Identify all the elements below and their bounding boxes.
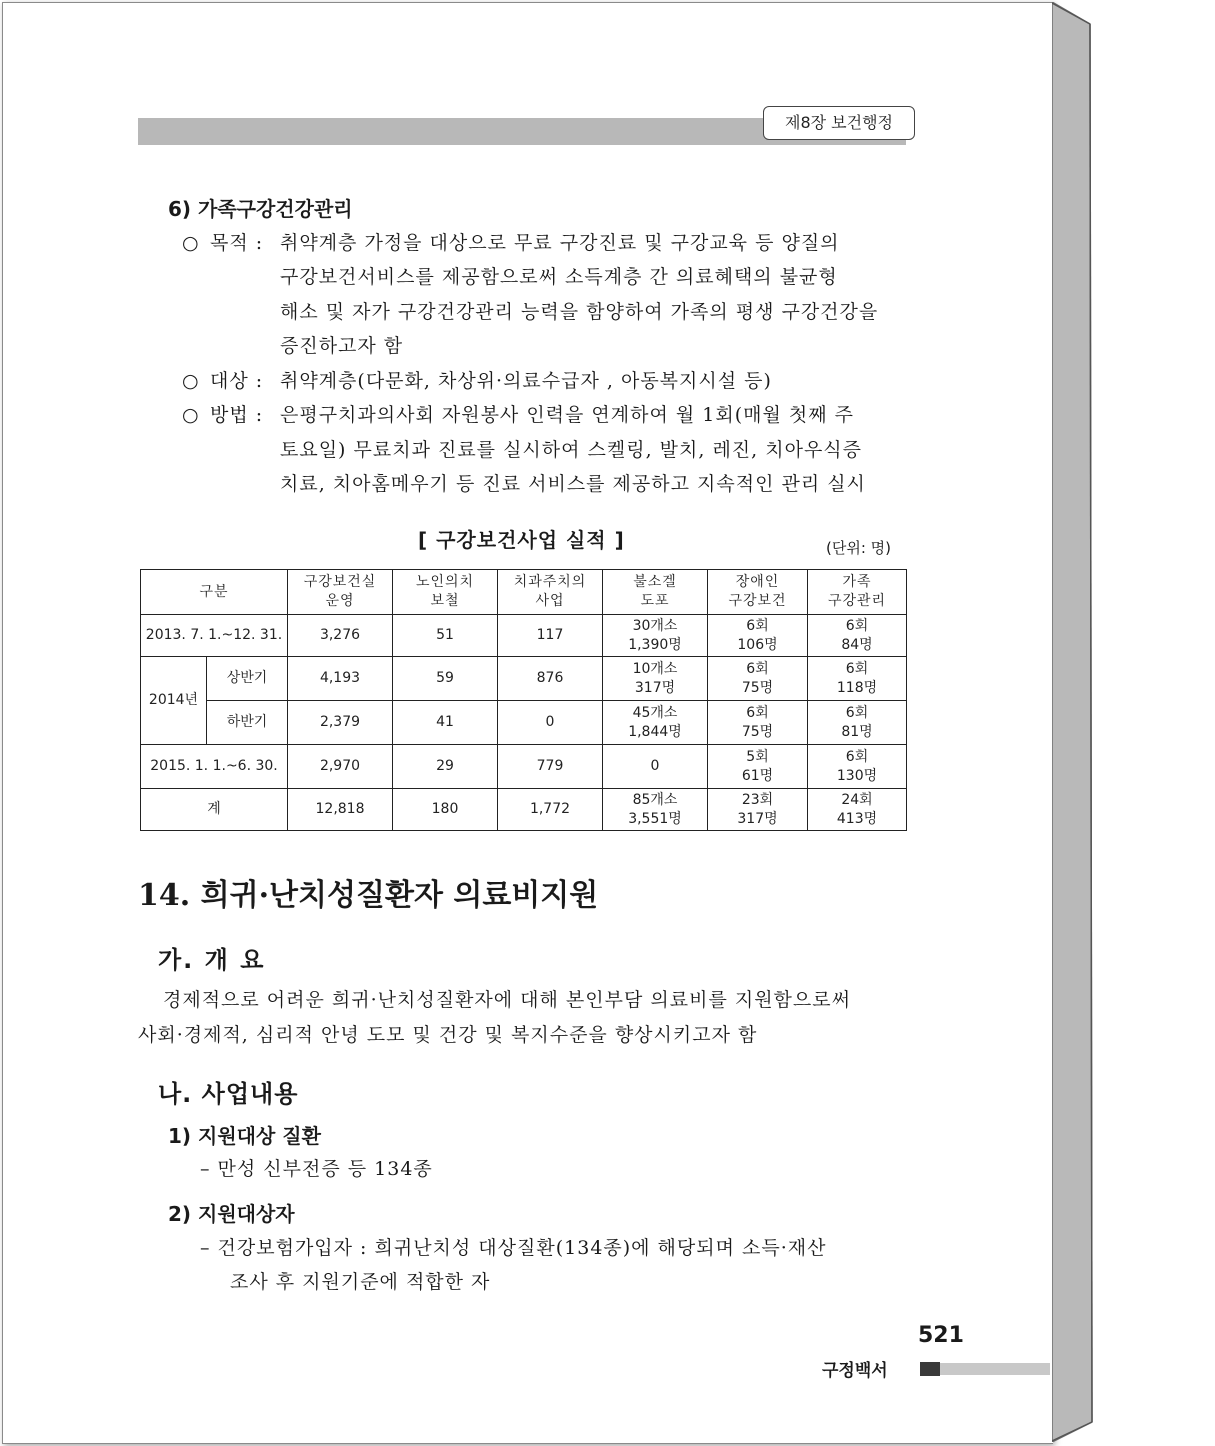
table-total-row (141, 789, 907, 831)
table-cell: 5회 61명 (708, 745, 808, 789)
table-row (141, 701, 907, 745)
row-label: 계 (141, 789, 288, 831)
table-cell: 6회 75명 (708, 657, 808, 701)
table-row (141, 615, 907, 657)
overview-text-2: 사회·경제적, 심리적 안녕 도모 및 건강 및 복지수준을 향상시키고자 함 (138, 1024, 758, 1046)
header-fluoride: 불소겔 도포 (603, 570, 708, 615)
bullet-icon: ○ (182, 404, 200, 426)
target-line (182, 366, 772, 393)
table-cell: 23회 317명 (708, 789, 808, 831)
purpose-text-3: 해소 및 자가 구강건강관리 능력을 함양하여 가족의 평생 구강건강을 (280, 301, 879, 323)
purpose-line-1 (182, 228, 840, 255)
method-text-2: 토요일) 무료치과 진료를 실시하여 스켈링, 발치, 레진, 치아우식증 (280, 439, 863, 461)
table-cell: 876 (498, 657, 603, 701)
bullet-icon: ○ (182, 232, 200, 254)
table-cell: 180 (393, 789, 498, 831)
item-2-text-1: – 건강보험가입자 : 희귀난치성 대상질환(134종)에 해당되며 소득·재산 (200, 1237, 827, 1259)
table-cell: 6회 75명 (708, 701, 808, 745)
table-header-row (141, 570, 907, 615)
book-title: 구정백서 (822, 1361, 888, 1381)
footer-marker (920, 1362, 940, 1376)
table-cell: 2,379 (288, 701, 393, 745)
table-cell: 1,772 (498, 789, 603, 831)
method-line-1 (182, 400, 854, 427)
table-cell: 0 (498, 701, 603, 745)
item-2-heading: 2) 지원대상자 (168, 1202, 295, 1226)
table-cell: 85개소 3,551명 (603, 789, 708, 831)
table-cell: 6회 118명 (808, 657, 907, 701)
table-cell: 24회 413명 (808, 789, 907, 831)
section-14-title: 14. 희귀·난치성질환자 의료비지원 (138, 878, 599, 913)
table-cell: 117 (498, 615, 603, 657)
table-cell: 4,193 (288, 657, 393, 701)
target-text: 취약계층(다문화, 차상위·의료수급자 , 아동복지시설 등) (280, 370, 772, 392)
overview-heading: 가. 개 요 (158, 946, 266, 974)
header-family: 가족 구강관리 (808, 570, 907, 615)
table-cell: 2,970 (288, 745, 393, 789)
header-category: 구분 (141, 570, 288, 615)
item-1-heading: 1) 지원대상 질환 (168, 1124, 321, 1148)
table-cell: 0 (603, 745, 708, 789)
page-number: 521 (918, 1323, 964, 1348)
bullet-icon: ○ (182, 370, 200, 392)
page-edge-decoration (1052, 2, 1096, 1442)
table-cell: 45개소 1,844명 (603, 701, 708, 745)
table-cell: 41 (393, 701, 498, 745)
method-label: 방법 : (210, 404, 264, 426)
table-cell: 10개소 317명 (603, 657, 708, 701)
chapter-label: 제8장 보건행정 (763, 106, 915, 140)
item-2-text-2: 조사 후 지원기준에 적합한 자 (230, 1271, 491, 1293)
table-cell: 29 (393, 745, 498, 789)
purpose-text-1: 취약계층 가정을 대상으로 무료 구강진료 및 구강교육 등 양질의 (280, 232, 840, 254)
table-cell: 6회 106명 (708, 615, 808, 657)
header-dentist: 치과주치의 사업 (498, 570, 603, 615)
row-label: 2013. 7. 1.~12. 31. (141, 615, 288, 657)
table-cell: 59 (393, 657, 498, 701)
table-row (141, 745, 907, 789)
purpose-text-4: 증진하고자 함 (280, 335, 404, 357)
row-group-label: 2014년 (141, 657, 207, 745)
item-1-text: – 만성 신부전증 등 134종 (200, 1158, 433, 1180)
target-label: 대상 : (210, 370, 264, 392)
header-clinic: 구강보건실 운영 (288, 570, 393, 615)
overview-text-1: 경제적으로 어려운 희귀·난치성질환자에 대해 본인부담 의료비를 지원함으로써 (163, 989, 851, 1011)
method-text-1: 은평구치과의사회 자원봉사 인력을 연계하여 월 1회(매월 첫째 주 (280, 404, 854, 426)
row-label: 하반기 (207, 701, 288, 745)
method-text-3: 치료, 치아홈메우기 등 진료 서비스를 제공하고 지속적인 관리 실시 (280, 473, 866, 495)
purpose-label: 목적 : (210, 232, 264, 254)
footer-bar (940, 1363, 1050, 1375)
table-unit: (단위: 명) (826, 539, 891, 557)
section-6-heading: 6) 가족구강건강관리 (168, 197, 353, 221)
table-cell: 30개소 1,390명 (603, 615, 708, 657)
oral-health-stats-table (140, 569, 907, 831)
table-cell: 6회 81명 (808, 701, 907, 745)
row-label: 2015. 1. 1.~6. 30. (141, 745, 288, 789)
table-row (141, 657, 907, 701)
table-cell: 6회 130명 (808, 745, 907, 789)
program-heading: 나. 사업내용 (158, 1080, 299, 1108)
header-disabled: 장애인 구강보건 (708, 570, 808, 615)
header-denture: 노인의치 보철 (393, 570, 498, 615)
purpose-text-2: 구강보건서비스를 제공함으로써 소득계층 간 의료혜택의 불균형 (280, 266, 838, 288)
table-cell: 51 (393, 615, 498, 657)
table-cell: 12,818 (288, 789, 393, 831)
row-label: 상반기 (207, 657, 288, 701)
table-cell: 779 (498, 745, 603, 789)
table-title: [ 구강보건사업 실적 ] (418, 528, 625, 552)
table-cell: 6회 84명 (808, 615, 907, 657)
table-cell: 3,276 (288, 615, 393, 657)
